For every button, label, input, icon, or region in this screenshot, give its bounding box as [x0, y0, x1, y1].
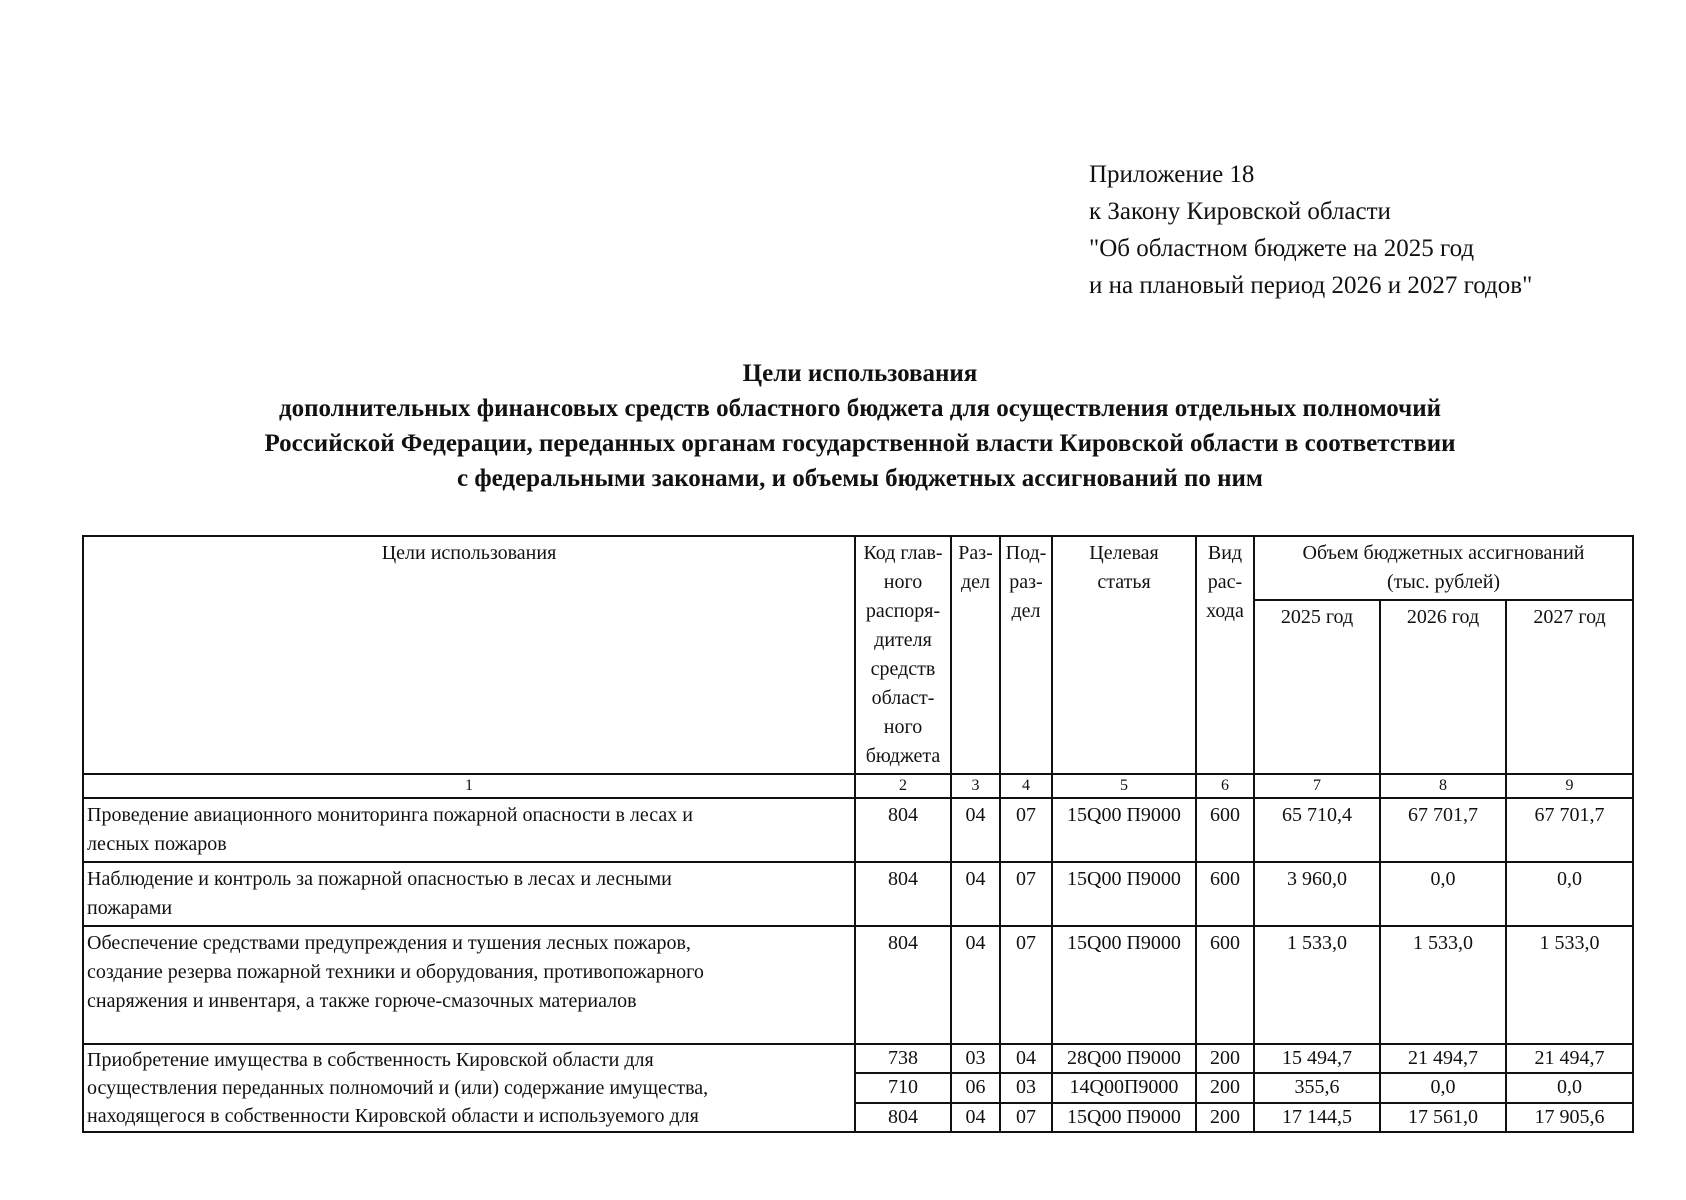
column-number: 5 — [1052, 774, 1196, 798]
appendix-line: Приложение 18 — [1089, 161, 1255, 188]
purpose-cell: Наблюдение и контроль за пожарной опасностью в лесах и лесными пожарами — [83, 862, 855, 926]
column-number: 7 — [1254, 774, 1380, 798]
subsection-cell: 03 — [1000, 1073, 1052, 1102]
header-target-article: Целевая статья — [1052, 536, 1196, 774]
amount-2025-cell: 3 960,0 — [1254, 862, 1380, 926]
column-number: 8 — [1380, 774, 1506, 798]
code-cell: 804 — [855, 1103, 951, 1132]
column-number-row — [83, 774, 1633, 798]
target-article-cell: 15Q00 П9000 — [1052, 798, 1196, 862]
table-row — [83, 926, 1633, 1044]
subsection-cell: 04 — [1000, 1044, 1052, 1073]
header-year-2027: 2027 год — [1506, 600, 1633, 774]
target-article-cell: 14Q00П9000 — [1052, 1073, 1196, 1102]
header-year-2026: 2026 год — [1380, 600, 1506, 774]
amount-2026-cell: 0,0 — [1380, 1073, 1506, 1102]
amount-2027-cell: 0,0 — [1506, 1073, 1633, 1102]
appendix-header — [1089, 156, 1649, 304]
purpose-cell: Обеспечение средствами предупреждения и тушения лесных пожаров, создание резерва пожарной техники и оборудования, противопожарного снаряжения и инвентаря, а также горюче-смазочных материалов — [83, 926, 855, 1044]
expense-type-cell: 600 — [1196, 926, 1254, 1044]
amount-2025-cell: 17 144,5 — [1254, 1103, 1380, 1132]
purpose-cell: Приобретение имущества в собственность Кировской области для осуществления переданных полномочий и (или) содержание имущества, находящегося в собственности Кировской области и используемого для — [83, 1044, 855, 1132]
amount-2026-cell: 17 561,0 — [1380, 1103, 1506, 1132]
code-cell: 804 — [855, 862, 951, 926]
amount-2027-cell: 0,0 — [1506, 862, 1633, 926]
section-cell: 03 — [951, 1044, 1000, 1073]
subsection-cell: 07 — [1000, 1103, 1052, 1132]
code-cell: 804 — [855, 926, 951, 1044]
amount-2025-cell: 1 533,0 — [1254, 926, 1380, 1044]
title-line: Цели использования — [742, 360, 978, 387]
target-article-cell: 15Q00 П9000 — [1052, 862, 1196, 926]
appendix-line: к Закону Кировской области — [1089, 198, 1391, 225]
expense-type-cell: 200 — [1196, 1044, 1254, 1073]
column-number: 6 — [1196, 774, 1254, 798]
header-volume: Объем бюджетных ассигнований (тыс. рублей) — [1254, 536, 1633, 600]
subsection-cell: 07 — [1000, 862, 1052, 926]
section-cell: 04 — [951, 926, 1000, 1044]
header-section: Раз- дел — [951, 536, 1000, 774]
section-cell: 06 — [951, 1073, 1000, 1102]
amount-2026-cell: 0,0 — [1380, 862, 1506, 926]
title-line: с федеральными законами, и объемы бюджетных ассигнований по ним — [457, 465, 1263, 492]
table-row — [83, 1044, 1633, 1073]
table-row — [83, 798, 1633, 862]
target-article-cell: 28Q00 П9000 — [1052, 1044, 1196, 1073]
expense-type-cell: 200 — [1196, 1073, 1254, 1102]
table-row — [83, 862, 1633, 926]
amount-2027-cell: 17 905,6 — [1506, 1103, 1633, 1132]
amount-2026-cell: 21 494,7 — [1380, 1044, 1506, 1073]
header-expense-type: Вид рас- хода — [1196, 536, 1254, 774]
amount-2025-cell: 65 710,4 — [1254, 798, 1380, 862]
amount-2025-cell: 355,6 — [1254, 1073, 1380, 1102]
section-cell: 04 — [951, 798, 1000, 862]
subsection-cell: 07 — [1000, 926, 1052, 1044]
column-number: 4 — [1000, 774, 1052, 798]
header-year-2025: 2025 год — [1254, 600, 1380, 774]
amount-2026-cell: 67 701,7 — [1380, 798, 1506, 862]
target-article-cell: 15Q00 П9000 — [1052, 1103, 1196, 1132]
document-title — [150, 356, 1570, 496]
column-number: 1 — [83, 774, 855, 798]
subsection-cell: 07 — [1000, 798, 1052, 862]
amount-2027-cell: 67 701,7 — [1506, 798, 1633, 862]
header-code: Код глав- ного распоря- дителя средств област- ного бюджета — [855, 536, 951, 774]
amount-2025-cell: 15 494,7 — [1254, 1044, 1380, 1073]
title-line: дополнительных финансовых средств областного бюджета для осуществления отдельных полномочий — [278, 395, 1442, 422]
header-purpose: Цели использования — [83, 536, 855, 774]
title-line: Российской Федерации, переданных органам государственной власти Кировской области в соответствии — [264, 430, 1456, 457]
expense-type-cell: 200 — [1196, 1103, 1254, 1132]
column-number: 9 — [1506, 774, 1633, 798]
target-article-cell: 15Q00 П9000 — [1052, 926, 1196, 1044]
section-cell: 04 — [951, 862, 1000, 926]
header-subsection: Под- раз- дел — [1000, 536, 1052, 774]
appendix-line: "Об областном бюджете на 2025 год — [1089, 235, 1475, 262]
expense-type-cell: 600 — [1196, 798, 1254, 862]
code-cell: 738 — [855, 1044, 951, 1073]
amount-2027-cell: 21 494,7 — [1506, 1044, 1633, 1073]
code-cell: 804 — [855, 798, 951, 862]
expense-type-cell: 600 — [1196, 862, 1254, 926]
code-cell: 710 — [855, 1073, 951, 1102]
column-number: 3 — [951, 774, 1000, 798]
amount-2026-cell: 1 533,0 — [1380, 926, 1506, 1044]
section-cell: 04 — [951, 1103, 1000, 1132]
column-number: 2 — [855, 774, 951, 798]
amount-2027-cell: 1 533,0 — [1506, 926, 1633, 1044]
budget-table — [82, 535, 1634, 1133]
purpose-cell: Проведение авиационного мониторинга пожарной опасности в лесах и лесных пожаров — [83, 798, 855, 862]
appendix-line: и на плановый период 2026 и 2027 годов" — [1089, 272, 1533, 299]
